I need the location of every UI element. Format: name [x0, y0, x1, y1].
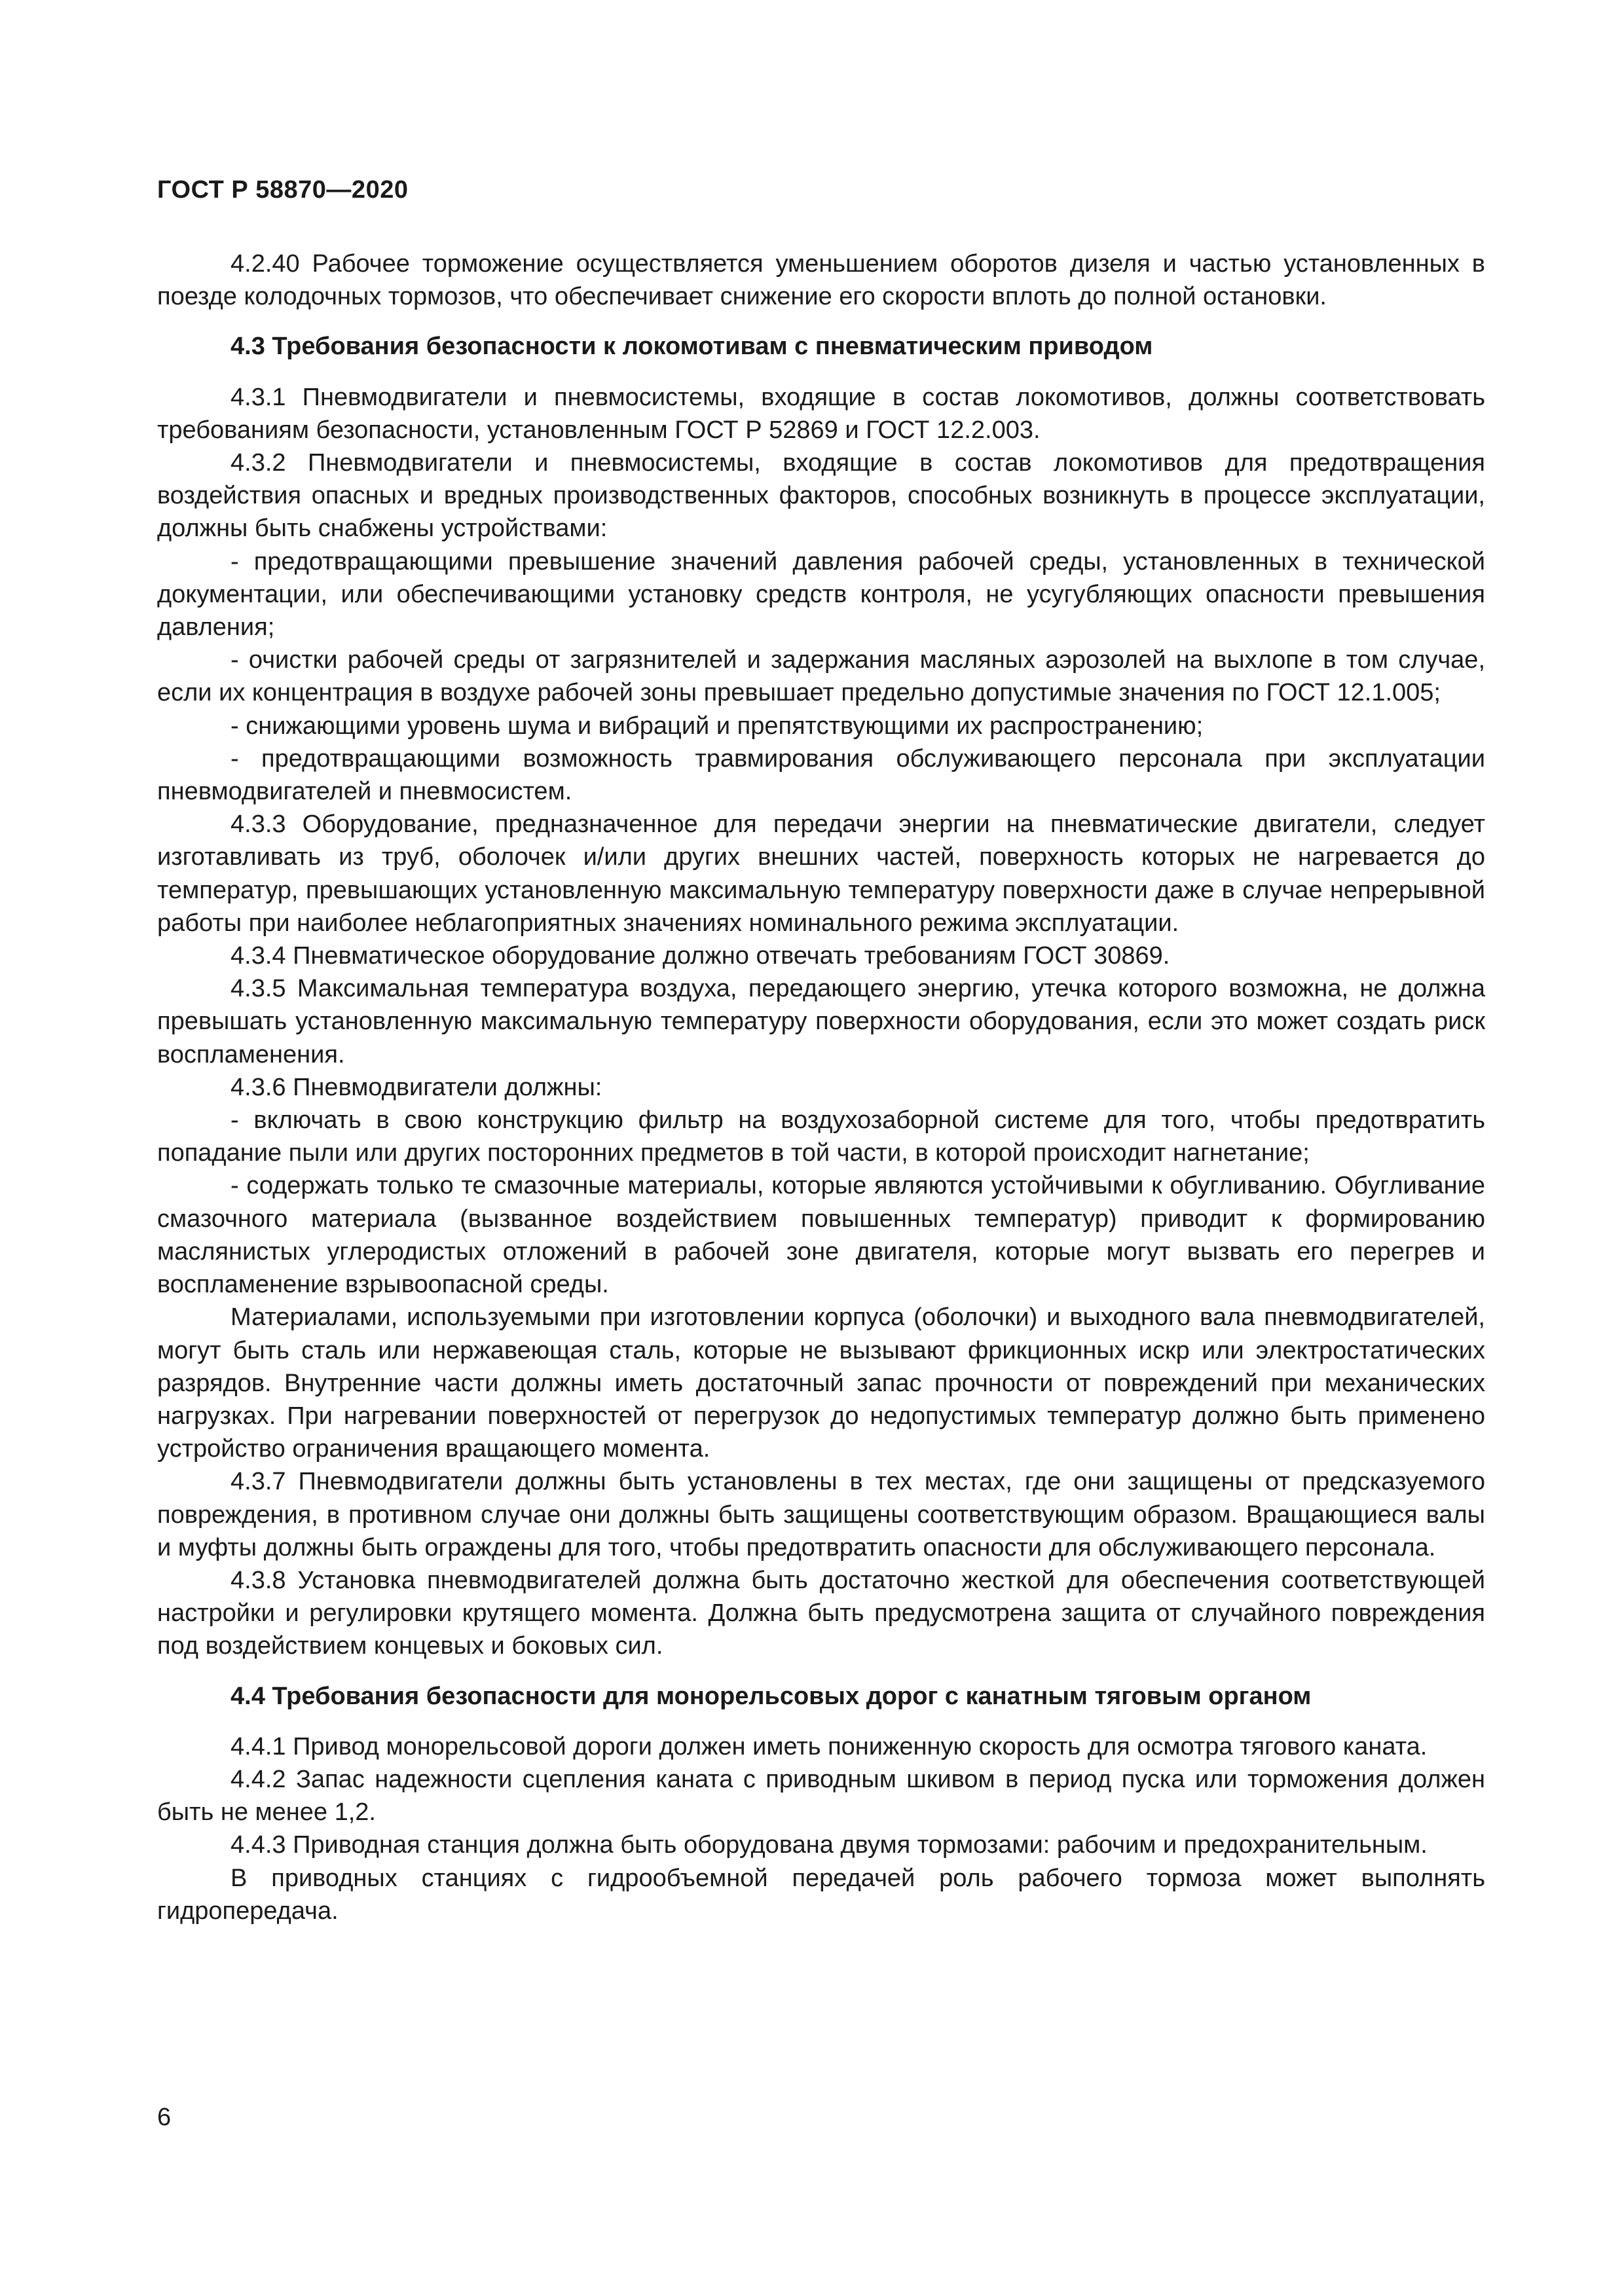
document-code-header: ГОСТ Р 58870—2020 [157, 176, 409, 204]
paragraph-hydraulic-drive: В приводных станциях с гидрообъемной передачей роль рабочего тормоза может выполнять гидропередача. [157, 1864, 1485, 1925]
list-item: - содержать только те смазочные материалы, которые являются устойчивыми к обугливанию. Обугливание смазочного материала (вызванное воздействием повышенных температур) приводит к формированию маслянистых углеродистых отложений в рабочей зоне двигателя, которые могут вызвать его перегрев и воспламенение взрывоопасной среды. [157, 1172, 1485, 1299]
document-body [157, 247, 1485, 1927]
list-item: - снижающими уровень шума и вибраций и препятствующими их распространению; [231, 712, 1204, 740]
paragraph-materials: Материалами, используемыми при изготовлении корпуса (оболочки) и выходного вала пневмодвигателей, могут быть сталь или нержавеющая сталь, которые не вызывают фрикционных искр или электростатических разрядов. Внутренние части должны иметь достаточный запас прочности от повреждений при механических нагрузках. При нагревании поверхностей от перегрузок до недопустимых температур должно быть применено устройство ограничения вращающего момента. [157, 1303, 1485, 1463]
paragraph-4-3-4: 4.3.4 Пневматическое оборудование должно отвечать требованиям ГОСТ 30869. [231, 942, 1170, 970]
paragraph-4-3-6: 4.3.6 Пневмодвигатели должны: [231, 1073, 602, 1101]
section-heading-4-4: 4.4 Требования безопасности для монорельсовых дорог с канатным тяговым органом [231, 1682, 1312, 1710]
paragraph-4-3-3: 4.3.3 Оборудование, предназначенное для передачи энергии на пневматические двигатели, следует изготавливать из труб, оболочек и/или других внешних частей, поверхность которых не нагревается до температур, превышающих установленную максимальную температуру поверхности даже в случае непрерывной работы при наиболее неблагоприятных значениях номинального режима эксплуатации. [157, 811, 1485, 937]
page-number: 6 [157, 2104, 172, 2131]
list-item: - предотвращающими превышение значений давления рабочей среды, установленных в технической документации, или обеспечивающими установку средств контроля, не усугубляющих опасности превышения давления; [157, 547, 1485, 642]
list-item: - очистки рабочей среды от загрязнителей и задержания масляных аэрозолей на выхлопе в том случае, если их концентрация в воздухе рабочей зоны превышает предельно допустимые значения по ГОСТ 12.1.005; [157, 646, 1485, 707]
paragraph-4-3-2: 4.3.2 Пневмодвигатели и пневмосистемы, входящие в состав локомотивов для предотвращения воздействия опасных и вредных производственных факторов, способных возникнуть в процессе эксплуатации, должны быть снабжены устройствами: [157, 449, 1485, 543]
paragraph-4-4-1: 4.4.1 Привод монорельсовой дороги должен иметь пониженную скорость для осмотра тягового каната. [231, 1732, 1428, 1760]
list-item: - предотвращающими возможность травмирования обслуживающего персонала при эксплуатации пневмодвигателей и пневмосистем. [157, 744, 1485, 806]
paragraph-4-3-5: 4.3.5 Максимальная температура воздуха, передающего энергию, утечка которого возможна, не должна превышать установленную максимальную температуру поверхности оборудования, если это может создать риск воспламенения. [157, 975, 1485, 1068]
document-page [157, 0, 1485, 2296]
paragraph-4-4-2: 4.4.2 Запас надежности сцепления каната с приводным шкивом в период пуска или торможения должен быть не менее 1,2. [157, 1765, 1485, 1827]
paragraph-4-2-40: 4.2.40 Рабочее торможение осуществляется уменьшением оборотов дизеля и частью установленных в поезде колодочных тормозов, что обеспечивает снижение его скорости вплоть до полной остановки. [157, 250, 1485, 311]
paragraph-4-3-1: 4.3.1 Пневмодвигатели и пневмосистемы, входящие в состав локомотивов, должны соответствовать требованиям безопасности, установленным ГОСТ Р 52869 и ГОСТ 12.2.003. [157, 383, 1485, 444]
section-heading-4-3: 4.3 Требования безопасности к локомотивам с пневматическим приводом [231, 333, 1153, 361]
paragraph-4-3-7: 4.3.7 Пневмодвигатели должны быть установлены в тех местах, где они защищены от предсказуемого повреждения, в противном случае они должны быть защищены соответствующим образом. Вращающиеся валы и муфты должны быть ограждены для того, чтобы предотвратить опасности для обслуживающего персонала. [157, 1468, 1485, 1561]
paragraph-4-3-8: 4.3.8 Установка пневмодвигателей должна быть достаточно жесткой для обеспечения соответствующей настройки и регулировки крутящего момента. Должна быть предусмотрена защита от случайного повреждения под воздействием концевых и боковых сил. [157, 1566, 1485, 1660]
paragraph-4-4-3: 4.4.3 Приводная станция должна быть оборудована двумя тормозами: рабочим и предохранительным. [231, 1831, 1428, 1859]
list-item: - включать в свою конструкцию фильтр на воздухозаборной системе для того, чтобы предотвратить попадание пыли или других посторонних предметов в той части, в которой происходит нагнетание; [157, 1106, 1485, 1167]
